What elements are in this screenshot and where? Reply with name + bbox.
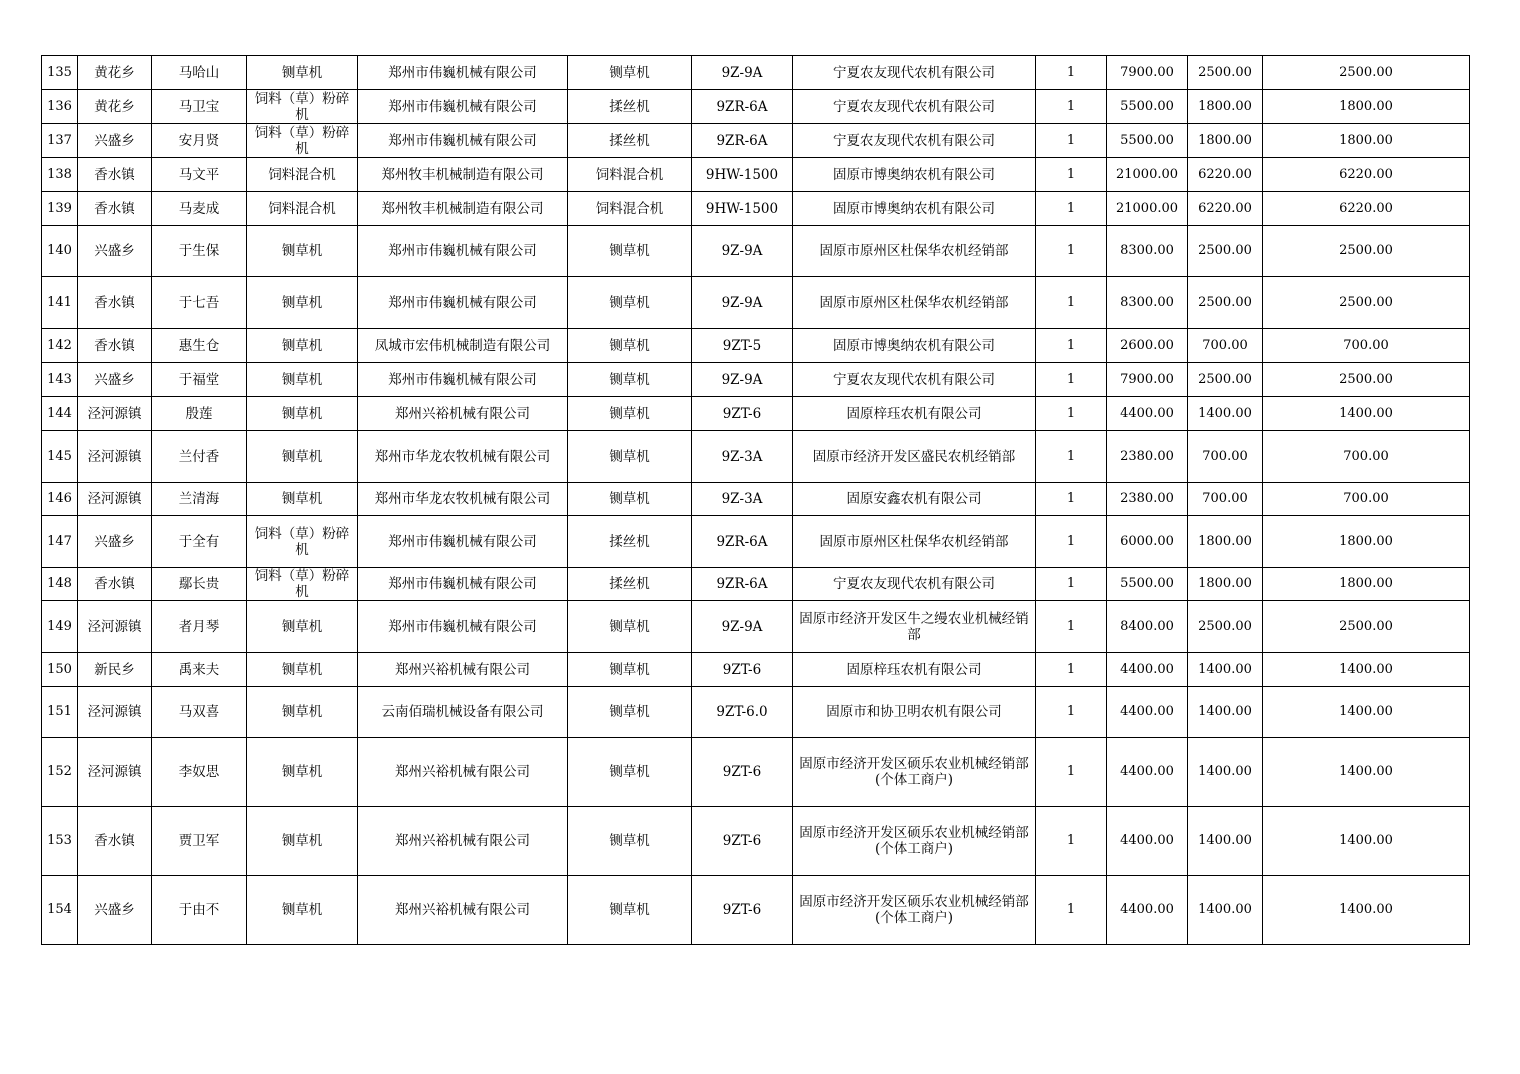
cell-no: 141	[42, 277, 78, 329]
cell-name: 李奴思	[152, 738, 247, 807]
cell-total: 2500.00	[1263, 56, 1470, 90]
cell-product: 铡草机	[568, 329, 692, 363]
table-row	[42, 90, 1470, 124]
table-row	[42, 226, 1470, 277]
cell-model: 9ZT-6.0	[692, 687, 793, 738]
cell-price: 2600.00	[1107, 329, 1188, 363]
cell-name: 者月琴	[152, 601, 247, 653]
table-row	[42, 687, 1470, 738]
cell-dealer: 固原安鑫农机有限公司	[793, 483, 1036, 516]
cell-category: 饲料混合机	[247, 158, 358, 192]
cell-category: 铡草机	[247, 226, 358, 277]
cell-model: 9Z-9A	[692, 226, 793, 277]
cell-name: 殷莲	[152, 397, 247, 431]
cell-category: 铡草机	[247, 56, 358, 90]
cell-category: 铡草机	[247, 363, 358, 397]
cell-total: 700.00	[1263, 431, 1470, 483]
cell-model: 9ZT-6	[692, 397, 793, 431]
cell-name: 禹来夫	[152, 653, 247, 687]
cell-dealer: 固原市博奥纳农机有限公司	[793, 158, 1036, 192]
cell-product: 铡草机	[568, 653, 692, 687]
cell-category: 饲料（草）粉碎机	[247, 90, 358, 124]
cell-subsidy: 2500.00	[1188, 277, 1263, 329]
cell-township: 香水镇	[78, 192, 152, 226]
cell-no: 153	[42, 807, 78, 876]
cell-qty: 1	[1036, 277, 1107, 329]
cell-qty: 1	[1036, 90, 1107, 124]
cell-manufacturer: 郑州市伟巍机械有限公司	[358, 277, 568, 329]
cell-subsidy: 6220.00	[1188, 158, 1263, 192]
cell-total: 1400.00	[1263, 738, 1470, 807]
cell-township: 黄花乡	[78, 90, 152, 124]
cell-manufacturer: 郑州兴裕机械有限公司	[358, 653, 568, 687]
cell-township: 香水镇	[78, 807, 152, 876]
cell-product: 铡草机	[568, 226, 692, 277]
cell-subsidy: 1400.00	[1188, 397, 1263, 431]
cell-dealer: 固原市原州区杜保华农机经销部	[793, 516, 1036, 568]
cell-township: 兴盛乡	[78, 516, 152, 568]
cell-name: 兰付香	[152, 431, 247, 483]
cell-name: 于七吾	[152, 277, 247, 329]
cell-name: 于全有	[152, 516, 247, 568]
cell-product: 铡草机	[568, 738, 692, 807]
cell-product: 饲料混合机	[568, 192, 692, 226]
cell-category: 铡草机	[247, 687, 358, 738]
cell-subsidy: 1400.00	[1188, 738, 1263, 807]
cell-total: 1400.00	[1263, 876, 1470, 945]
cell-subsidy: 2500.00	[1188, 363, 1263, 397]
cell-no: 151	[42, 687, 78, 738]
cell-qty: 1	[1036, 124, 1107, 158]
cell-product: 铡草机	[568, 363, 692, 397]
cell-product: 铡草机	[568, 601, 692, 653]
cell-subsidy: 700.00	[1188, 431, 1263, 483]
cell-no: 136	[42, 90, 78, 124]
cell-total: 700.00	[1263, 329, 1470, 363]
cell-product: 铡草机	[568, 431, 692, 483]
cell-township: 兴盛乡	[78, 226, 152, 277]
cell-price: 8300.00	[1107, 277, 1188, 329]
cell-dealer: 固原市原州区杜保华农机经销部	[793, 226, 1036, 277]
cell-model: 9HW-1500	[692, 158, 793, 192]
cell-total: 2500.00	[1263, 226, 1470, 277]
cell-product: 铡草机	[568, 56, 692, 90]
cell-subsidy: 1800.00	[1188, 90, 1263, 124]
cell-manufacturer: 郑州市华龙农牧机械有限公司	[358, 431, 568, 483]
cell-price: 5500.00	[1107, 90, 1188, 124]
cell-total: 6220.00	[1263, 158, 1470, 192]
cell-name: 安月贤	[152, 124, 247, 158]
cell-category: 铡草机	[247, 431, 358, 483]
cell-product: 饲料混合机	[568, 158, 692, 192]
cell-price: 4400.00	[1107, 738, 1188, 807]
cell-no: 154	[42, 876, 78, 945]
cell-no: 139	[42, 192, 78, 226]
cell-model: 9Z-3A	[692, 483, 793, 516]
cell-qty: 1	[1036, 807, 1107, 876]
cell-category: 饲料混合机	[247, 192, 358, 226]
cell-no: 148	[42, 568, 78, 601]
cell-qty: 1	[1036, 226, 1107, 277]
cell-category: 铡草机	[247, 483, 358, 516]
cell-dealer: 固原市经济开发区牛之缦农业机械经销部	[793, 601, 1036, 653]
cell-subsidy: 1400.00	[1188, 653, 1263, 687]
table-row	[42, 653, 1470, 687]
cell-model: 9ZR-6A	[692, 568, 793, 601]
table-row	[42, 124, 1470, 158]
table-row	[42, 516, 1470, 568]
cell-manufacturer: 云南佰瑞机械设备有限公司	[358, 687, 568, 738]
cell-dealer: 固原市博奥纳农机有限公司	[793, 329, 1036, 363]
cell-manufacturer: 郑州兴裕机械有限公司	[358, 807, 568, 876]
cell-dealer: 宁夏农友现代农机有限公司	[793, 568, 1036, 601]
cell-manufacturer: 郑州市华龙农牧机械有限公司	[358, 483, 568, 516]
cell-total: 1800.00	[1263, 568, 1470, 601]
cell-product: 铡草机	[568, 687, 692, 738]
cell-qty: 1	[1036, 516, 1107, 568]
cell-name: 于福堂	[152, 363, 247, 397]
cell-dealer: 固原梓珏农机有限公司	[793, 653, 1036, 687]
cell-no: 138	[42, 158, 78, 192]
cell-product: 铡草机	[568, 876, 692, 945]
cell-name: 马文平	[152, 158, 247, 192]
cell-price: 8400.00	[1107, 601, 1188, 653]
cell-total: 1400.00	[1263, 653, 1470, 687]
cell-manufacturer: 凤城市宏伟机械制造有限公司	[358, 329, 568, 363]
cell-product: 铡草机	[568, 397, 692, 431]
cell-township: 兴盛乡	[78, 876, 152, 945]
cell-township: 兴盛乡	[78, 124, 152, 158]
cell-total: 2500.00	[1263, 277, 1470, 329]
table-row	[42, 807, 1470, 876]
cell-qty: 1	[1036, 738, 1107, 807]
cell-dealer: 宁夏农友现代农机有限公司	[793, 56, 1036, 90]
table-row	[42, 158, 1470, 192]
cell-price: 4400.00	[1107, 653, 1188, 687]
table-row	[42, 192, 1470, 226]
cell-model: 9Z-9A	[692, 277, 793, 329]
cell-dealer: 固原市经济开发区硕乐农业机械经销部(个体工商户)	[793, 807, 1036, 876]
cell-total: 1400.00	[1263, 397, 1470, 431]
cell-no: 152	[42, 738, 78, 807]
cell-qty: 1	[1036, 56, 1107, 90]
cell-qty: 1	[1036, 876, 1107, 945]
cell-total: 1400.00	[1263, 807, 1470, 876]
cell-no: 142	[42, 329, 78, 363]
cell-manufacturer: 郑州牧丰机械制造有限公司	[358, 192, 568, 226]
cell-name: 贾卫军	[152, 807, 247, 876]
cell-model: 9Z-3A	[692, 431, 793, 483]
cell-qty: 1	[1036, 329, 1107, 363]
cell-price: 4400.00	[1107, 397, 1188, 431]
cell-township: 新民乡	[78, 653, 152, 687]
cell-dealer: 固原市经济开发区硕乐农业机械经销部(个体工商户)	[793, 876, 1036, 945]
cell-name: 马哈山	[152, 56, 247, 90]
cell-category: 铡草机	[247, 329, 358, 363]
cell-category: 铡草机	[247, 601, 358, 653]
table-row	[42, 56, 1470, 90]
cell-qty: 1	[1036, 601, 1107, 653]
cell-subsidy: 1800.00	[1188, 124, 1263, 158]
cell-product: 揉丝机	[568, 90, 692, 124]
cell-category: 铡草机	[247, 397, 358, 431]
cell-no: 135	[42, 56, 78, 90]
cell-total: 1800.00	[1263, 516, 1470, 568]
cell-subsidy: 2500.00	[1188, 226, 1263, 277]
cell-name: 于生保	[152, 226, 247, 277]
cell-manufacturer: 郑州市伟巍机械有限公司	[358, 124, 568, 158]
cell-subsidy: 1800.00	[1188, 568, 1263, 601]
cell-no: 147	[42, 516, 78, 568]
cell-dealer: 固原市经济开发区硕乐农业机械经销部(个体工商户)	[793, 738, 1036, 807]
cell-price: 5500.00	[1107, 568, 1188, 601]
cell-qty: 1	[1036, 653, 1107, 687]
table-row	[42, 329, 1470, 363]
table-row	[42, 568, 1470, 601]
cell-price: 4400.00	[1107, 876, 1188, 945]
cell-category: 铡草机	[247, 876, 358, 945]
cell-township: 泾河源镇	[78, 397, 152, 431]
cell-price: 4400.00	[1107, 687, 1188, 738]
cell-dealer: 固原梓珏农机有限公司	[793, 397, 1036, 431]
cell-township: 兴盛乡	[78, 363, 152, 397]
cell-total: 6220.00	[1263, 192, 1470, 226]
cell-price: 21000.00	[1107, 192, 1188, 226]
cell-model: 9ZT-5	[692, 329, 793, 363]
cell-model: 9ZT-6	[692, 876, 793, 945]
cell-no: 137	[42, 124, 78, 158]
cell-no: 140	[42, 226, 78, 277]
cell-product: 揉丝机	[568, 124, 692, 158]
cell-no: 150	[42, 653, 78, 687]
cell-township: 泾河源镇	[78, 601, 152, 653]
cell-manufacturer: 郑州市伟巍机械有限公司	[358, 56, 568, 90]
cell-no: 143	[42, 363, 78, 397]
cell-total: 700.00	[1263, 483, 1470, 516]
cell-model: 9ZT-6	[692, 807, 793, 876]
cell-township: 黄花乡	[78, 56, 152, 90]
cell-manufacturer: 郑州牧丰机械制造有限公司	[358, 158, 568, 192]
cell-price: 21000.00	[1107, 158, 1188, 192]
cell-subsidy: 1800.00	[1188, 516, 1263, 568]
cell-qty: 1	[1036, 568, 1107, 601]
cell-township: 香水镇	[78, 329, 152, 363]
cell-subsidy: 700.00	[1188, 483, 1263, 516]
cell-manufacturer: 郑州兴裕机械有限公司	[358, 738, 568, 807]
cell-price: 4400.00	[1107, 807, 1188, 876]
cell-product: 揉丝机	[568, 516, 692, 568]
cell-dealer: 宁夏农友现代农机有限公司	[793, 90, 1036, 124]
cell-total: 2500.00	[1263, 601, 1470, 653]
cell-subsidy: 6220.00	[1188, 192, 1263, 226]
cell-dealer: 宁夏农友现代农机有限公司	[793, 363, 1036, 397]
table-row	[42, 363, 1470, 397]
cell-no: 144	[42, 397, 78, 431]
cell-model: 9ZT-6	[692, 653, 793, 687]
cell-category: 铡草机	[247, 807, 358, 876]
cell-manufacturer: 郑州市伟巍机械有限公司	[358, 90, 568, 124]
cell-township: 香水镇	[78, 158, 152, 192]
cell-subsidy: 1400.00	[1188, 807, 1263, 876]
cell-dealer: 宁夏农友现代农机有限公司	[793, 124, 1036, 158]
cell-manufacturer: 郑州兴裕机械有限公司	[358, 876, 568, 945]
cell-name: 马双喜	[152, 687, 247, 738]
cell-total: 2500.00	[1263, 363, 1470, 397]
cell-category: 铡草机	[247, 277, 358, 329]
cell-qty: 1	[1036, 431, 1107, 483]
cell-qty: 1	[1036, 397, 1107, 431]
cell-subsidy: 2500.00	[1188, 601, 1263, 653]
cell-category: 饲料（草）粉碎机	[247, 568, 358, 601]
cell-price: 7900.00	[1107, 56, 1188, 90]
cell-product: 铡草机	[568, 807, 692, 876]
subsidy-table	[41, 55, 1470, 945]
cell-model: 9Z-9A	[692, 601, 793, 653]
cell-product: 铡草机	[568, 277, 692, 329]
cell-price: 6000.00	[1107, 516, 1188, 568]
cell-price: 2380.00	[1107, 431, 1188, 483]
cell-qty: 1	[1036, 483, 1107, 516]
cell-price: 5500.00	[1107, 124, 1188, 158]
cell-no: 145	[42, 431, 78, 483]
cell-manufacturer: 郑州市伟巍机械有限公司	[358, 363, 568, 397]
cell-model: 9ZR-6A	[692, 90, 793, 124]
cell-category: 饲料（草）粉碎机	[247, 124, 358, 158]
cell-product: 揉丝机	[568, 568, 692, 601]
cell-model: 9ZR-6A	[692, 516, 793, 568]
table-row	[42, 397, 1470, 431]
cell-model: 9Z-9A	[692, 363, 793, 397]
cell-name: 于由不	[152, 876, 247, 945]
cell-price: 7900.00	[1107, 363, 1188, 397]
cell-dealer: 固原市经济开发区盛民农机经销部	[793, 431, 1036, 483]
table-row	[42, 277, 1470, 329]
cell-name: 兰清海	[152, 483, 247, 516]
cell-dealer: 固原市博奥纳农机有限公司	[793, 192, 1036, 226]
cell-name: 惠生仓	[152, 329, 247, 363]
cell-subsidy: 1400.00	[1188, 687, 1263, 738]
cell-category: 铡草机	[247, 738, 358, 807]
cell-township: 泾河源镇	[78, 687, 152, 738]
cell-product: 铡草机	[568, 483, 692, 516]
cell-price: 8300.00	[1107, 226, 1188, 277]
cell-model: 9HW-1500	[692, 192, 793, 226]
cell-township: 香水镇	[78, 277, 152, 329]
cell-model: 9ZT-6	[692, 738, 793, 807]
cell-manufacturer: 郑州市伟巍机械有限公司	[358, 568, 568, 601]
cell-price: 2380.00	[1107, 483, 1188, 516]
table-row	[42, 601, 1470, 653]
table-row	[42, 431, 1470, 483]
cell-qty: 1	[1036, 192, 1107, 226]
cell-model: 9Z-9A	[692, 56, 793, 90]
table-row	[42, 876, 1470, 945]
cell-subsidy: 700.00	[1188, 329, 1263, 363]
cell-no: 146	[42, 483, 78, 516]
cell-total: 1800.00	[1263, 90, 1470, 124]
cell-category: 饲料（草）粉碎机	[247, 516, 358, 568]
cell-name: 马麦成	[152, 192, 247, 226]
cell-subsidy: 1400.00	[1188, 876, 1263, 945]
cell-township: 泾河源镇	[78, 483, 152, 516]
table-body	[42, 56, 1470, 945]
cell-township: 泾河源镇	[78, 431, 152, 483]
cell-subsidy: 2500.00	[1188, 56, 1263, 90]
cell-manufacturer: 郑州市伟巍机械有限公司	[358, 516, 568, 568]
cell-township: 泾河源镇	[78, 738, 152, 807]
cell-dealer: 固原市原州区杜保华农机经销部	[793, 277, 1036, 329]
table-row	[42, 738, 1470, 807]
cell-township: 香水镇	[78, 568, 152, 601]
cell-manufacturer: 郑州兴裕机械有限公司	[358, 397, 568, 431]
cell-manufacturer: 郑州市伟巍机械有限公司	[358, 226, 568, 277]
cell-total: 1400.00	[1263, 687, 1470, 738]
cell-qty: 1	[1036, 363, 1107, 397]
cell-dealer: 固原市和协卫明农机有限公司	[793, 687, 1036, 738]
cell-category: 铡草机	[247, 653, 358, 687]
cell-name: 鄢长贵	[152, 568, 247, 601]
cell-no: 149	[42, 601, 78, 653]
table-row	[42, 483, 1470, 516]
cell-model: 9ZR-6A	[692, 124, 793, 158]
cell-qty: 1	[1036, 687, 1107, 738]
cell-name: 马卫宝	[152, 90, 247, 124]
cell-manufacturer: 郑州市伟巍机械有限公司	[358, 601, 568, 653]
cell-total: 1800.00	[1263, 124, 1470, 158]
cell-qty: 1	[1036, 158, 1107, 192]
